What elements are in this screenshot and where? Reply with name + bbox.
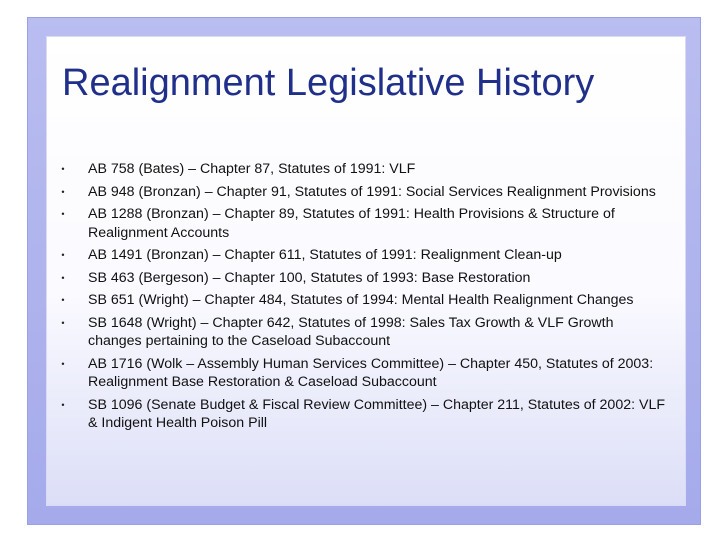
- bullet-glyph: •: [61, 164, 65, 174]
- bullet-item: [56, 269, 666, 288]
- bullet-text: SB 1648 (Wright) – Chapter 642, Statutes of 1998: Sales Tax Growth & VLF Growth changes pertaining to the Caseload Subaccount: [88, 314, 614, 349]
- bullet-item: [56, 314, 666, 351]
- bullet-glyph: •: [61, 186, 65, 197]
- bullet-text: AB 948 (Bronzan) – Chapter 91, Statutes of 1991: Social Services Realignment Provisions: [88, 183, 656, 200]
- bullet-glyph: •: [61, 272, 65, 283]
- bullet-item: [56, 396, 666, 433]
- bullet-item: [56, 246, 666, 265]
- bullet-item: [56, 160, 666, 179]
- bullet-text: SB 651 (Wright) – Chapter 484, Statutes of 1994: Mental Health Realignment Changes: [88, 292, 634, 308]
- bullet-glyph: •: [61, 295, 65, 305]
- bullet-text: SB 463 (Bergeson) – Chapter 100, Statutes of 1993: Base Restoration: [88, 269, 531, 286]
- bullet-item: [56, 291, 666, 310]
- bullet-glyph: •: [61, 358, 65, 369]
- bullet-glyph: •: [61, 209, 65, 219]
- bullet-item: [56, 183, 666, 202]
- bullet-text: AB 758 (Bates) – Chapter 87, Statutes of 1991: VLF: [88, 161, 416, 177]
- bullet-glyph: •: [61, 399, 65, 410]
- bullet-list: [56, 160, 666, 437]
- slide-title: Realignment Legislative History: [62, 62, 595, 104]
- bullet-item: [56, 205, 666, 242]
- bullet-text: SB 1096 (Senate Budget & Fiscal Review Committee) – Chapter 211, Statutes of 2002: VLF & Indigent Health Poison Pill: [88, 396, 666, 431]
- bullet-glyph: •: [61, 250, 65, 260]
- bullet-text: AB 1491 (Bronzan) – Chapter 611, Statutes of 1991: Realignment Clean-up: [88, 247, 562, 263]
- bullet-text: AB 1288 (Bronzan) – Chapter 89, Statutes of 1991: Health Provisions & Structure of Realignment Accounts: [88, 206, 615, 241]
- bullet-item: [56, 355, 666, 392]
- bullet-text: AB 1716 (Wolk – Assembly Human Services Committee) – Chapter 450, Statutes of 2003: Realignment Base Restoration & Caseload Subaccount: [88, 355, 654, 390]
- bullet-glyph: •: [61, 317, 65, 328]
